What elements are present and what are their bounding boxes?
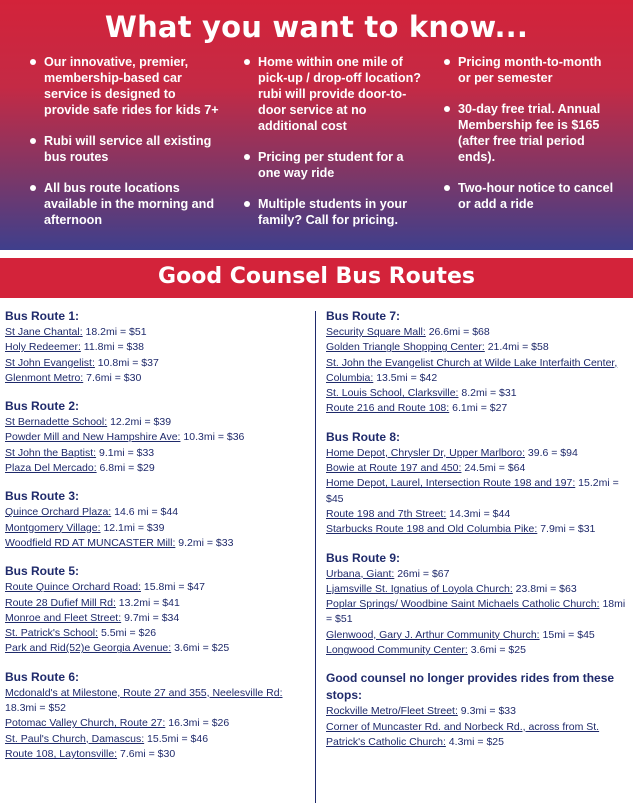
stop-link[interactable]: Route 198 and 7th Street: [326, 507, 447, 520]
route-stop[interactable] [326, 704, 626, 719]
route-stop[interactable] [5, 340, 305, 355]
info-bullet: Pricing month-to-month or per semester [444, 54, 616, 86]
route-stop[interactable] [5, 747, 305, 762]
route-stop[interactable] [5, 505, 305, 520]
route-stop[interactable] [5, 580, 305, 595]
route-stop[interactable] [326, 446, 626, 461]
stop-link[interactable]: St Bernadette School: [5, 416, 108, 429]
stop-price: 15.8mi = $47 [141, 581, 205, 594]
stop-price: 18.2mi = $51 [82, 326, 147, 338]
discontinued-stops [326, 670, 626, 750]
stop-link[interactable]: St Jane Chantal: [5, 326, 83, 338]
route-stop[interactable] [326, 325, 626, 340]
stop-price: 3.6mi = $25 [467, 644, 526, 657]
stop-link[interactable]: Plaza Del Mercado: [5, 462, 97, 475]
route-stop[interactable] [326, 507, 626, 522]
stop-link[interactable]: Rockville Metro/Fleet Street: [326, 705, 458, 718]
route-stop[interactable] [5, 611, 305, 626]
route-title: Bus Route 5: [5, 564, 80, 579]
stop-link[interactable]: Urbana, Giant: [326, 567, 395, 580]
stop-price: 18.3mi = $52 [5, 702, 67, 715]
routes-header-band [0, 258, 633, 298]
section-divider [0, 250, 633, 258]
route-stop[interactable] [5, 536, 305, 551]
route-stop[interactable] [326, 386, 626, 401]
stop-price: 3.6mi = $25 [171, 642, 230, 655]
routes-title: Good Counsel Bus Routes [158, 264, 475, 289]
stop-link[interactable]: Starbucks Route 198 and Old Columbia Pike: [326, 523, 538, 536]
stop-price: 9.7mi = $34 [121, 611, 180, 624]
stop-price: 9.2mi = $33 [175, 536, 234, 549]
route-stop[interactable] [326, 340, 626, 355]
stop-price: 8.2mi = $31 [458, 387, 517, 400]
route-stop[interactable] [326, 597, 626, 628]
stop-link[interactable]: St. Louis School, Clarksville: [326, 387, 459, 400]
stop-link[interactable]: Route 28 Dufief Mill Rd: [5, 596, 116, 609]
stop-link[interactable]: Home Depot, Laurel, Intersection Route 198 and 197: [326, 477, 576, 490]
stop-price: 24.5mi = $64 [461, 462, 526, 475]
stop-link[interactable]: Home Depot, Chrysler Dr, Upper Marlboro: [326, 446, 525, 459]
route-title: Bus Route 1: [5, 309, 80, 323]
info-column-2 [244, 54, 422, 243]
route-stop[interactable] [5, 430, 305, 445]
stop-price: 6.8mi = $29 [96, 462, 155, 475]
route-title: Bus Route 8: [326, 429, 401, 444]
route-stop[interactable] [5, 521, 305, 536]
stop-link[interactable]: St John Evangelist: [5, 356, 95, 369]
route-stop[interactable] [5, 356, 305, 371]
column-divider [315, 311, 316, 803]
stop-price: 21.4mi = $58 [484, 341, 549, 354]
route-title: Bus Route 2: [5, 399, 80, 414]
info-column-3 [444, 54, 616, 227]
stop-link[interactable]: Route 216 and Route 108: [326, 402, 450, 415]
stop-link[interactable]: Potomac Valley Church, Route 27: [5, 717, 166, 730]
stop-link[interactable]: Montgomery Village: [5, 521, 101, 534]
stop-price: 18mi = $51 [326, 598, 626, 626]
stop-link[interactable]: Quince Orchard Plaza: [5, 506, 112, 519]
stop-price: 39.6 = $94 [524, 446, 578, 459]
stop-price: 9.3mi = $33 [457, 705, 516, 718]
stop-link[interactable]: Monroe and Fleet Street: [5, 611, 122, 624]
route-stop[interactable] [5, 371, 305, 386]
stop-price: 16.3mi = $26 [165, 717, 230, 730]
stop-price: 7.6mi = $30 [83, 371, 142, 384]
stop-link[interactable]: St. Paul's Church, Damascus: [5, 732, 145, 745]
stop-price: 4.3mi = $25 [445, 735, 504, 748]
bus-route-5 [5, 563, 305, 656]
stop-price: 23.8mi = $63 [512, 582, 577, 595]
stop-price: 10.3mi = $36 [180, 431, 245, 444]
stop-link[interactable]: Route Quince Orchard Road: [5, 581, 141, 594]
stop-link[interactable]: Powder Mill and New Hampshire Ave: [5, 431, 181, 444]
info-banner [0, 0, 633, 250]
stop-price: 11.8mi = $38 [80, 341, 145, 354]
stop-link[interactable]: Poplar Springs/ Woodbine Saint Michaels Catholic Church: [326, 598, 600, 611]
stop-link[interactable]: St John the Baptist: [5, 446, 97, 459]
stop-link[interactable]: Route 108, Laytonsville: [5, 747, 118, 760]
bus-route-9 [326, 550, 626, 659]
route-stop[interactable] [326, 567, 626, 582]
stop-price: 15mi = $45 [539, 628, 595, 641]
info-bullet: Home within one mile of pick-up / drop-off location? rubi will provide door-to-door service at no additional cost [244, 54, 422, 134]
banner-title: What you want to know... [104, 10, 529, 44]
route-stop[interactable] [326, 643, 626, 658]
info-bullet: Pricing per student for a one way ride [244, 149, 422, 181]
route-title: Bus Route 7: [326, 309, 401, 323]
info-bullet: Multiple students in your family? Call for pricing. [244, 196, 422, 228]
stop-link[interactable]: Golden Triangle Shopping Center: [326, 341, 485, 354]
stop-link[interactable]: Park and Rid(52)e Georgia Avenue: [5, 642, 172, 655]
stop-price: 12.1mi = $39 [100, 521, 165, 534]
info-bullet: Two-hour notice to cancel or add a ride [444, 180, 616, 212]
routes-left-column [5, 308, 305, 774]
stop-price: 9.1mi = $33 [96, 446, 155, 459]
route-stop[interactable] [326, 628, 626, 643]
stop-link[interactable]: St. Patrick's School: [5, 627, 99, 640]
bus-route-7 [326, 308, 626, 417]
info-column-1 [30, 54, 220, 243]
stop-price: 5.5mi = $26 [98, 627, 157, 640]
stop-price: 26mi = $67 [394, 567, 450, 580]
stop-link[interactable]: Holy Redeemer: [5, 341, 81, 354]
stop-price: 12.2mi = $39 [107, 416, 172, 429]
route-stop[interactable] [5, 325, 305, 340]
stop-link[interactable]: Corner of Muncaster Rd. and Norbeck Rd., across from St. Patrick's Catholic Church: [326, 720, 600, 748]
route-title: Bus Route 3: [5, 489, 80, 504]
info-bullet: Our innovative, premier, membership-based car service is designed to provide safe rides for kids 7+ [30, 54, 220, 118]
route-stop[interactable] [5, 596, 305, 611]
stop-link[interactable]: Mcdonald's at Milestone, Route 27 and 355, Neelesville Rd: [5, 686, 283, 699]
route-stop[interactable] [5, 461, 305, 476]
route-stop[interactable] [5, 686, 305, 717]
stop-link[interactable]: Security Square Mall: [326, 326, 426, 338]
info-bullet: 30-day free trial. Annual Membership fee is $165 (after free trial period ends). [444, 101, 616, 165]
stop-link[interactable]: St. John the Evangelist Church at Wilde Lake Interfaith Center, Columbia: [326, 356, 618, 384]
stop-price: 26.6mi = $68 [425, 326, 490, 338]
stop-price: 13.5mi = $42 [373, 371, 438, 384]
route-stop[interactable] [5, 415, 305, 430]
route-stop[interactable] [326, 401, 626, 416]
route-stop[interactable] [5, 626, 305, 641]
bus-route-2 [5, 398, 305, 476]
route-stop[interactable] [5, 716, 305, 731]
route-stop[interactable] [326, 720, 626, 751]
route-stop[interactable] [326, 582, 626, 597]
stop-link[interactable]: Bowie at Route 197 and 450: [326, 462, 462, 475]
stop-link[interactable]: Glenwood, Gary J. Arthur Community Church: [326, 628, 540, 641]
info-bullet: All bus route locations available in the morning and afternoon [30, 180, 220, 228]
route-stop[interactable] [326, 476, 626, 507]
stop-link[interactable]: Woodfield RD AT MUNCASTER Mill: [5, 536, 176, 549]
route-stop[interactable] [326, 356, 626, 387]
stop-link[interactable]: Ljamsville St. Ignatius of Loyola Church: [326, 582, 513, 595]
stop-price: 10.8mi = $37 [94, 356, 159, 369]
stop-link[interactable]: Glenmont Metro: [5, 371, 84, 384]
stop-price: 7.6mi = $30 [117, 747, 176, 760]
stop-price: 6.1mi = $27 [449, 402, 508, 415]
route-stop[interactable] [326, 522, 626, 537]
routes-right-column [326, 308, 626, 762]
discontinued-title: Good counsel no longer provides rides from these stops: [326, 671, 615, 703]
stop-price: 15.5mi = $46 [144, 732, 209, 745]
route-stop[interactable] [326, 461, 626, 476]
route-stop[interactable] [5, 641, 305, 656]
route-title: Bus Route 9: [326, 550, 401, 565]
bus-route-6 [5, 669, 305, 762]
bus-route-8 [326, 429, 626, 538]
bus-route-1 [5, 308, 305, 386]
stop-price: 13.2mi = $41 [115, 596, 180, 609]
route-stop[interactable] [5, 732, 305, 747]
stop-price: 7.9mi = $31 [537, 523, 596, 536]
info-bullet: Rubi will service all existing bus routes [30, 133, 220, 165]
route-stop[interactable] [5, 446, 305, 461]
route-title: Bus Route 6: [5, 669, 80, 684]
stop-price: 14.6 mi = $44 [111, 506, 179, 519]
bus-route-3 [5, 488, 305, 551]
stop-price: 15.2mi = $45 [326, 477, 619, 505]
stop-price: 14.3mi = $44 [446, 507, 511, 520]
stop-link[interactable]: Longwood Community Center: [326, 644, 468, 657]
